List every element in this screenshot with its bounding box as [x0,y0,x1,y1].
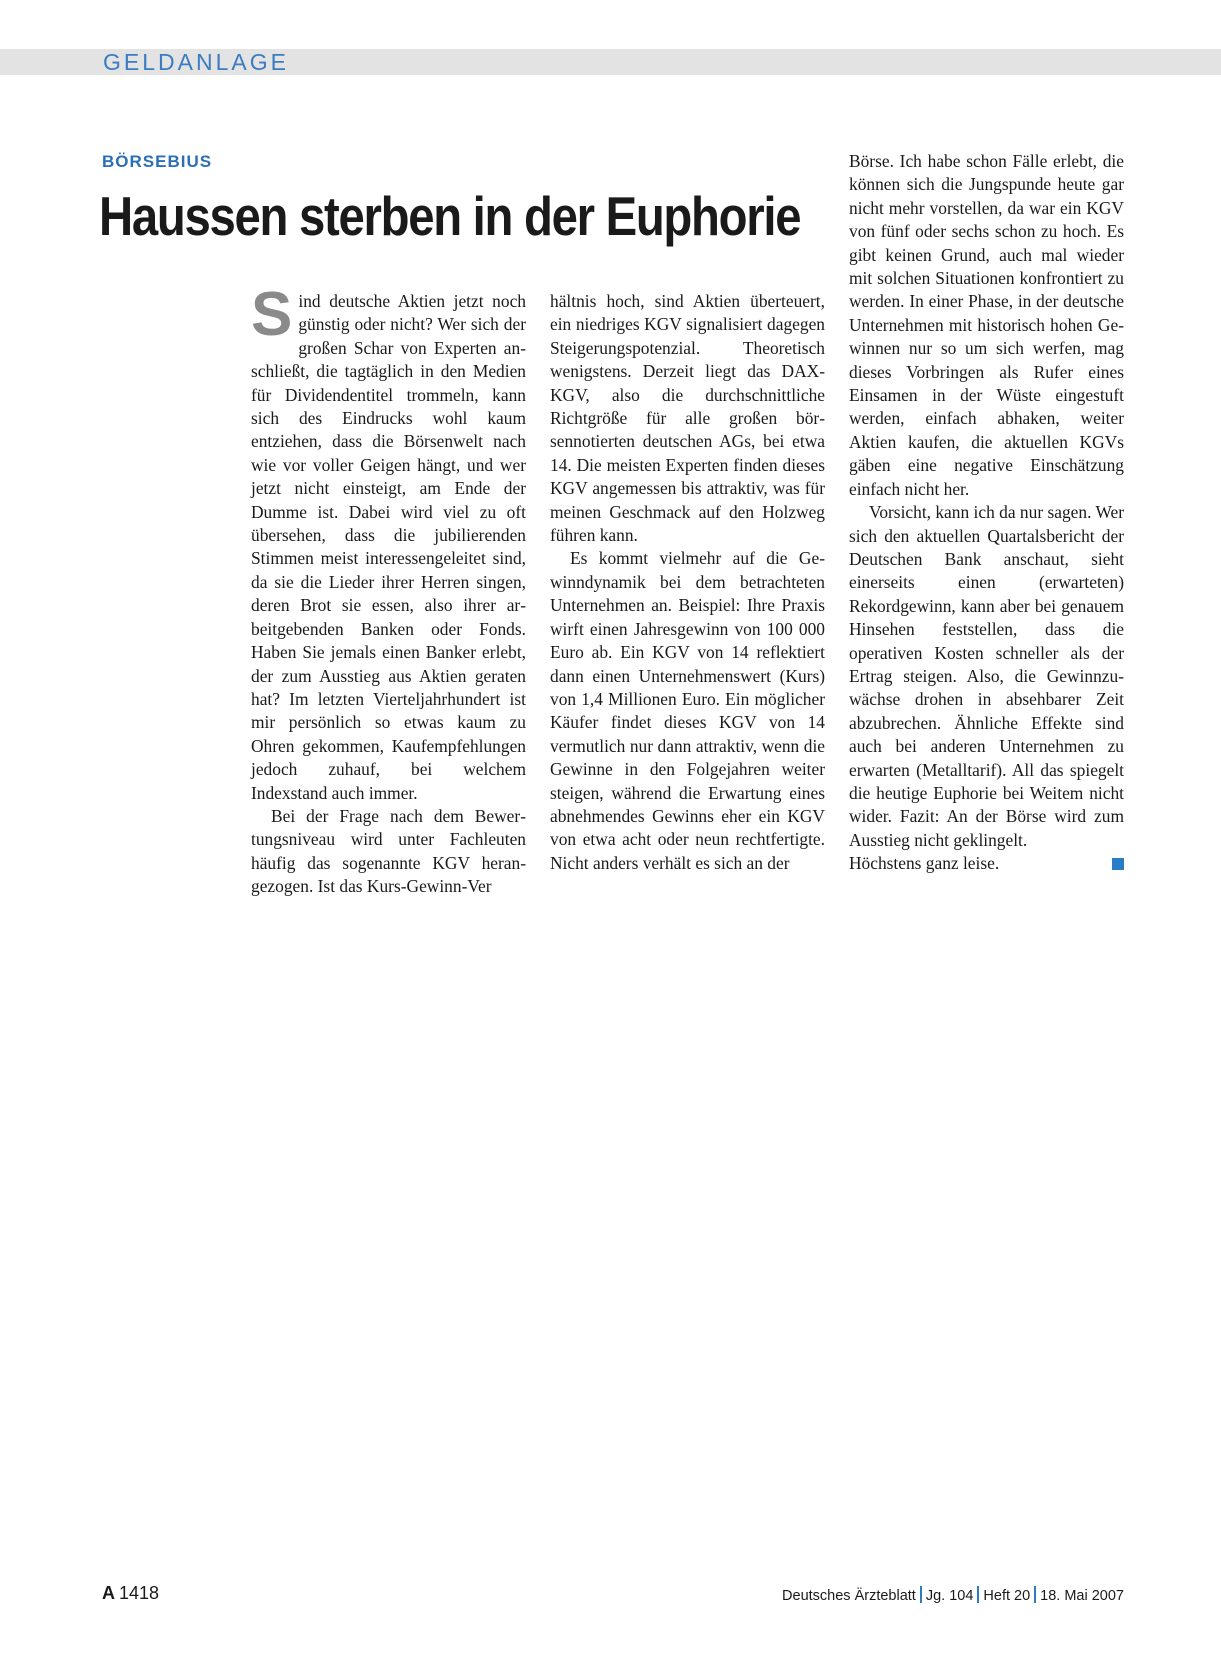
closing-text: Höchstens ganz leise. [849,853,1000,874]
section-label: GELDANLAGE [103,49,289,75]
page-number-value: 1418 [119,1583,160,1603]
article-kicker: BÖRSEBIUS [102,152,213,171]
issue-date: 18. Mai 2007 [1040,1588,1124,1604]
paragraph [251,280,526,805]
page-number [102,1583,159,1604]
issue: Heft 20 [983,1588,1031,1604]
page-prefix: A [102,1583,115,1603]
volume: Jg. 104 [925,1588,974,1604]
separator [1034,1586,1036,1603]
separator [920,1586,922,1603]
drop-cap: S [251,280,293,349]
article-column-2 [550,290,825,875]
closing-paragraph [849,852,1124,875]
article-headline: Haussen sterben in der Euphorie [99,185,801,247]
journal-name: Deutsches Ärzteblatt [782,1588,916,1604]
paragraph: Börse. Ich habe schon Fälle erlebt, die können sich die Jungspunde heute gar nicht mehr vorstellen, da war ein KGV von fünf oder sechs schon zu hoch. Es gibt keinen Grund, auch mal wieder mit solchen Situationen konfrontiert zu werden. In einer Phase, in der deutsche Unternehmen mit historisch hohen Gewinnen nur so um sich werfen, mag dieses Vorbringen als Rufer eines Einsamen in der Wüste eingestuft werden, einfach abhaken, weiter Aktien kaufen, die aktuellen KGVs gäben eine negative Einschätzung einfach nicht her. [849,151,1124,499]
paragraph: hältnis hoch, sind Aktien überteuert, ein niedriges KGV signalisiert dagegen Steigerungspotenzial. Theoretisch wenigstens. Derzeit liegt das DAX-KGV, also die durchschnittliche Richtgröße für alle großen börsennotierten deutschen AGs, bei etwa 14. Die meisten Experten finden dieses KGV angemessen bis attraktiv, was für meinen Geschmack auf den Holzweg führen kann. [550,291,825,546]
publication-info [782,1586,1124,1604]
end-of-article-mark [1112,858,1124,870]
article-column-3 [849,150,1124,876]
article-column-1 [251,280,526,899]
paragraph-text: ind deutsche Aktien jetzt noch günstig oder nicht? Wer sich der großen Schar von Experten anschließt, die tagtäglich in den Medien für Dividendentitel trommeln, kann sich des Eindrucks wohl kaum entziehen, dass die Börsenwelt nach wie vor voller Geigen hängt, und wer jetzt nicht einsteigt, am Ende der Dumme ist. Dabei wird viel zu oft übersehen, dass die jubilierenden Stimmen meist interessengeleitet sind, da sie die Lieder ihrer Herren singen, deren Brot sie essen, also ihrer arbeitgebenden Banken oder Fonds. Haben Sie jemals einen Banker erlebt, der zum Ausstieg aus Aktien geraten hat? Im letzten Vierteljahrhundert ist mir persönlich so etwas kaum zu Ohren gekommen, Kaufempfehlungen jedoch zuhauf, bei welchem Indexstand auch immer. [251,291,526,803]
paragraph: Vorsicht, kann ich da nur sagen. Wer sich den aktuellen Quartalsbericht der Deutschen Bank anschaut, sieht einerseits einen (erwarteten) Rekordgewinn, kann aber bei genauem Hinsehen feststellen, dass die operativen Kosten schneller als der Ertrag steigen. Also, die Gewinnzuwächse drohen in absehbarer Zeit abzubrechen. Ähnliche Effekte sind auch bei anderen Unternehmen zu erwarten (Metalltarif). All das spiegelt die heutige Euphorie bei Weitem nicht wider. Fazit: An der Börse wird zum Ausstieg nicht geklingelt. [849,502,1124,850]
paragraph: Es kommt vielmehr auf die Gewinndynamik bei dem betrachteten Unternehmen an. Beispiel: Ihre Praxis wirft einen Jahresgewinn von 100 000 Euro ab. Ein KGV von 14 reflektiert dann einen Unternehmenswert (Kurs) von 1,4 Millionen Euro. Ein möglicher Käufer findet dieses KGV von 14 vermutlich nur dann attraktiv, wenn die Gewinne in den Folgejahren weiter steigen, während die Erwartung eines abnehmendes Gewinns eher ein KGV von etwa acht oder neun rechtfertigte. Nicht anders verhält es sich an der [550,548,825,873]
paragraph: Bei der Frage nach dem Bewertungsniveau wird unter Fachleuten häufig das sogenannte KGV herangezogen. Ist das Kurs-Gewinn-Ver [251,805,526,897]
separator [977,1586,979,1603]
